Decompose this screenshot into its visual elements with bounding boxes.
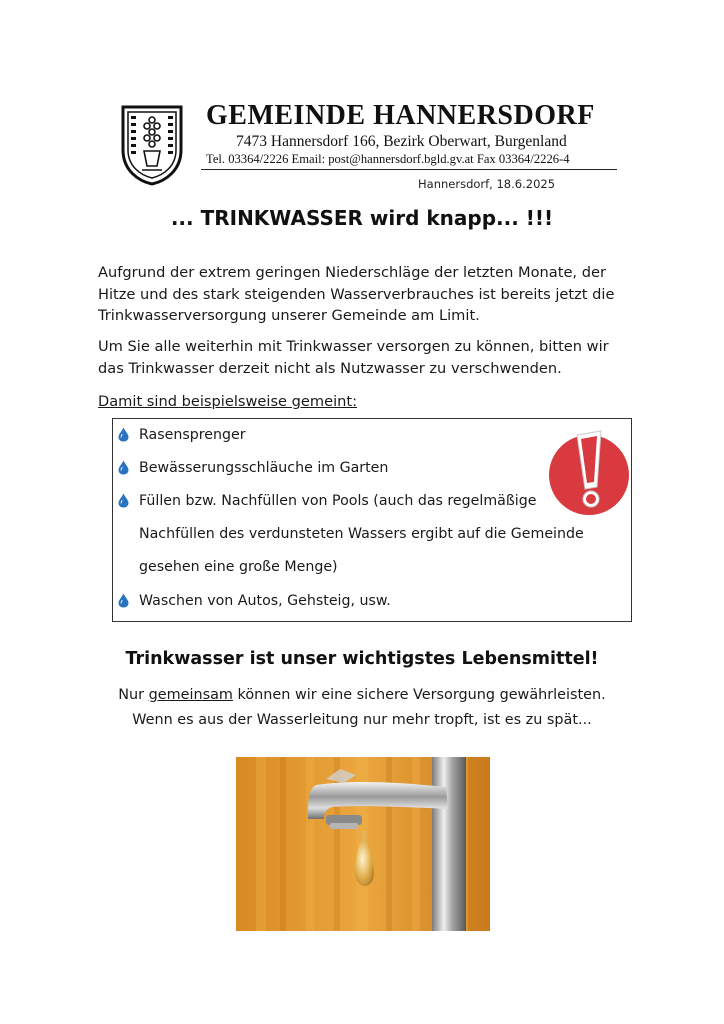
- water-drop-icon: [118, 593, 129, 608]
- closing-line: [0, 683, 724, 708]
- examples-label: Damit sind beispielsweise gemeint:: [98, 393, 358, 410]
- paragraph-line: Trinkwasserversorgung unserer Gemeinde am Limit.: [98, 307, 480, 324]
- list-item-text: Waschen von Autos, Gehsteig, usw.: [139, 593, 391, 609]
- closing-line: Wenn es aus der Wasserleitung nur mehr tropft, ist es zu spät...: [132, 712, 592, 728]
- closing-text-part: können wir eine sichere Versorgung gewährleisten.: [232, 687, 606, 703]
- municipality-name: GEMEINDE HANNERSDORF: [206, 100, 595, 131]
- motto: Trinkwasser ist unser wichtigstes Lebensmittel!: [125, 649, 599, 669]
- coat-of-arms-icon: [120, 104, 184, 186]
- list-item-text: Füllen bzw. Nachfüllen von Pools (auch das regelmäßige: [139, 493, 537, 509]
- list-item-text: gesehen eine große Menge): [139, 559, 338, 575]
- paragraph-line: Um Sie alle weiterhin mit Trinkwasser versorgen zu können, bitten wir: [98, 338, 609, 355]
- list-item-text: Bewässerungsschläuche im Garten: [139, 460, 389, 476]
- header-divider: [201, 169, 617, 170]
- list-item-text: Rasensprenger: [139, 427, 246, 443]
- water-drop-icon: [118, 493, 129, 508]
- exclamation-mark-icon: [543, 425, 635, 517]
- intro-paragraph: [98, 262, 658, 327]
- municipality-address: 7473 Hannersdorf 166, Bezirk Oberwart, Burgenland: [236, 133, 567, 150]
- request-paragraph: [98, 336, 658, 379]
- municipality-contact: Tel. 03364/2226 Email: post@hannersdorf.bgld.gv.at Fax 03364/2226-4: [206, 152, 570, 166]
- closing-text: [0, 683, 724, 733]
- water-drop-icon: [118, 427, 129, 442]
- water-drop-icon: [118, 460, 129, 475]
- paragraph-line: Hitze und des stark steigenden Wasserverbrauches ist bereits jetzt die: [98, 285, 615, 303]
- issue-date: Hannersdorf, 18.6.2025: [418, 177, 556, 191]
- dripping-faucet-photo: [236, 757, 490, 931]
- paragraph-line: das Trinkwasser derzeit nicht als Nutzwasser zu verschwenden.: [98, 359, 562, 377]
- paragraph-line: Aufgrund der extrem geringen Niederschläge der letzten Monate, der: [98, 264, 606, 281]
- headline: ... TRINKWASSER wird knapp... !!!: [170, 206, 554, 230]
- emphasis-word: gemeinsam: [148, 687, 233, 703]
- list-item-text: Nachfüllen des verdunsteten Wassers ergibt auf die Gemeinde: [139, 526, 584, 542]
- closing-text-part: Nur: [118, 687, 149, 703]
